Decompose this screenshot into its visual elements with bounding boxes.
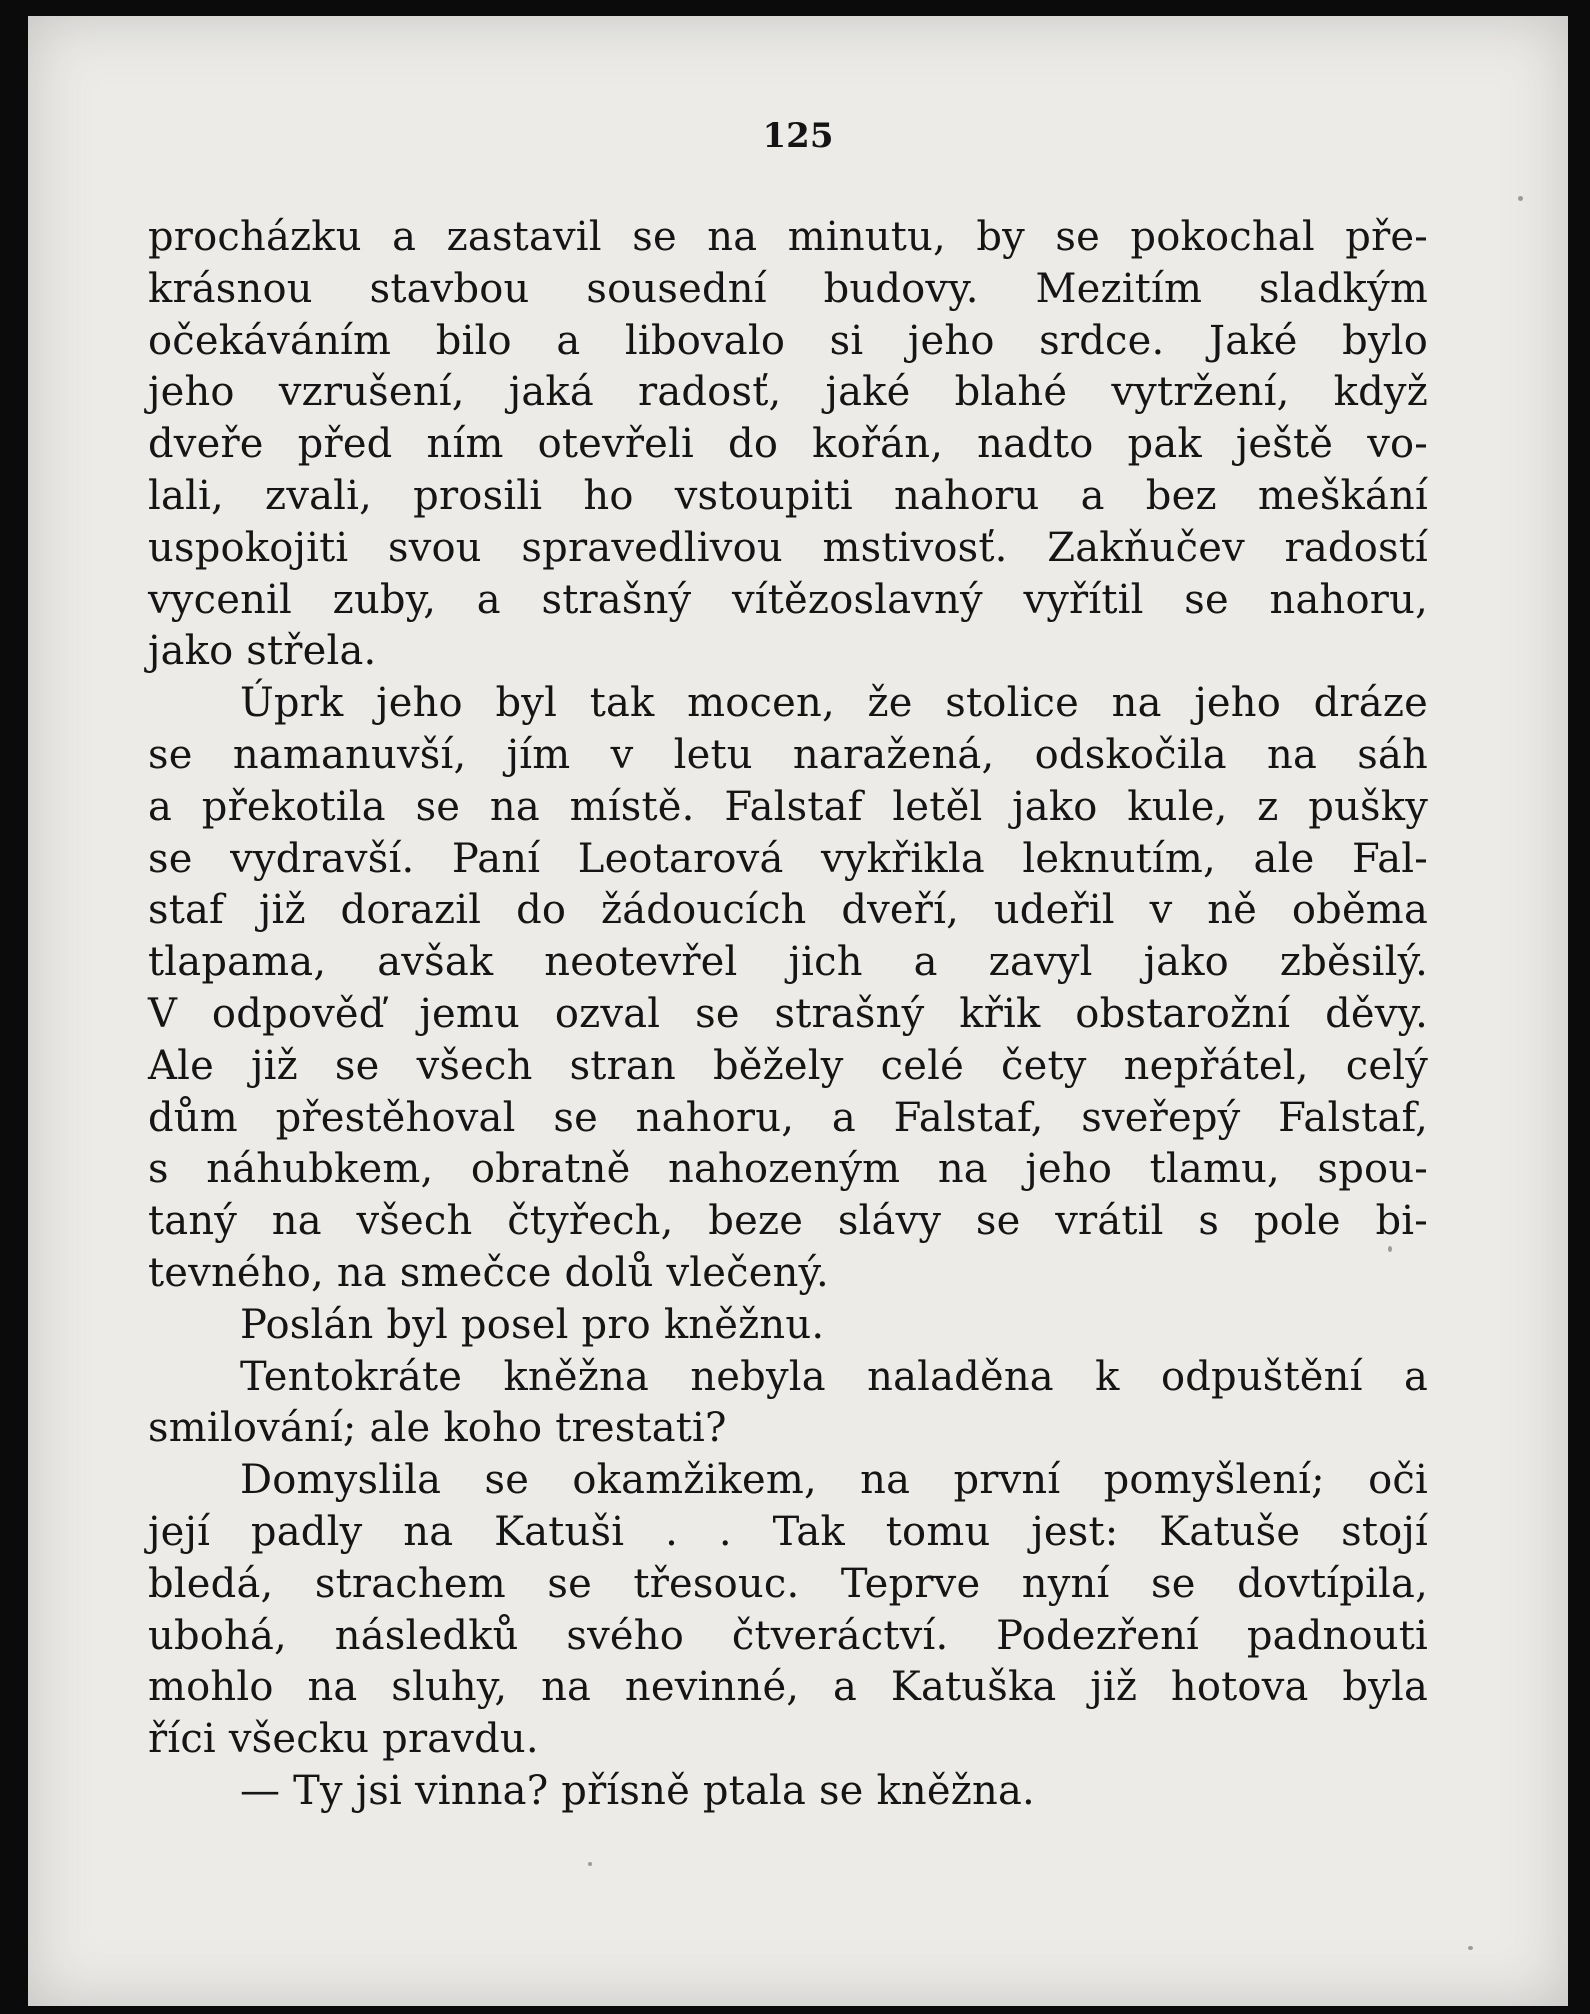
text-line: krásnou stavbou sousední budovy. Mezitím sladkým — [148, 265, 1428, 312]
text-line: uspokojiti svou spravedlivou mstivosť. Zakňučev radostí — [148, 524, 1428, 571]
text-line: dům přestěhoval se nahoru, a Falstaf, sveřepý Falstaf, — [148, 1094, 1428, 1141]
text-line: její padly na Katuši . . Tak tomu jest: Katuše stojí — [148, 1508, 1428, 1555]
text-line: tlapama, avšak neotevřel jich a zavyl jako zběsilý. — [148, 939, 1428, 986]
text-line: se namanuvší, jím v letu naražená, odskočila na sáh — [148, 731, 1428, 778]
text-line: mohlo na sluhy, na nevinné, a Katuška již hotova byla — [148, 1664, 1428, 1711]
text-line: Ale již se všech stran běžely celé čety nepřátel, celý — [148, 1042, 1428, 1089]
text-line: Úprk jeho byl tak mocen, že stolice na jeho dráze — [240, 680, 1428, 727]
text-line: se vydravší. Paní Leotarová vykřikla leknutím, ale Fal- — [148, 835, 1428, 882]
body-text — [148, 212, 1428, 1818]
text-line: staf již dorazil do žádoucích dveří, udeřil v ně oběma — [148, 887, 1428, 934]
text-line: V odpověď jemu ozval se strašný křik obstarožní děvy. — [148, 990, 1428, 1037]
text-line: s náhubkem, obratně nahozeným na jeho tlamu, spou- — [148, 1146, 1428, 1193]
text-line: ubohá, následků svého čtveráctví. Podezření padnouti — [148, 1612, 1428, 1659]
text-line: lali, zvali, prosili ho vstoupiti nahoru a bez meškání — [148, 472, 1428, 519]
text-line: — Ty jsi vinna? přísně ptala se kněžna. — [240, 1767, 1035, 1814]
text-line: jako střela. — [148, 628, 377, 675]
text-line: bledá, strachem se třesouc. Teprve nyní se dovtípila, — [148, 1560, 1428, 1607]
text-line: Domyslila se okamžikem, na první pomyšlení; oči — [240, 1457, 1428, 1504]
paper-speck — [588, 1862, 592, 1866]
text-line: procházku a zastavil se na minutu, by se pokochal pře- — [148, 214, 1428, 260]
paper-speck — [1518, 196, 1523, 201]
text-line: taný na všech čtyřech, beze slávy se vrátil s pole bi- — [148, 1198, 1428, 1245]
text-line: jeho vzrušení, jaká radosť, jaké blahé vytržení, když — [148, 369, 1428, 416]
text-line: očekáváním bilo a libovalo si jeho srdce. Jaké bylo — [148, 317, 1428, 364]
paper-speck — [1468, 1946, 1473, 1950]
text-line: a překotila se na místě. Falstaf letěl jako kule, z pušky — [148, 783, 1428, 830]
text-line: tevného, na smečce dolů vlečený. — [148, 1249, 829, 1296]
page-number: 125 — [762, 116, 834, 156]
text-line: dveře před ním otevřeli do kořán, nadto pak ještě vo- — [148, 421, 1428, 468]
book-page — [28, 16, 1568, 2006]
text-line: Tentokráte kněžna nebyla naladěna k odpuštění a — [240, 1353, 1428, 1400]
text-line: smilování; ale koho trestati? — [148, 1405, 727, 1452]
text-line: říci všecku pravdu. — [148, 1716, 539, 1763]
text-line: vycenil zuby, a strašný vítězoslavný vyřítil se nahoru, — [148, 576, 1428, 623]
paper-speck — [1388, 1246, 1392, 1252]
text-line: Poslán byl posel pro kněžnu. — [240, 1301, 825, 1348]
